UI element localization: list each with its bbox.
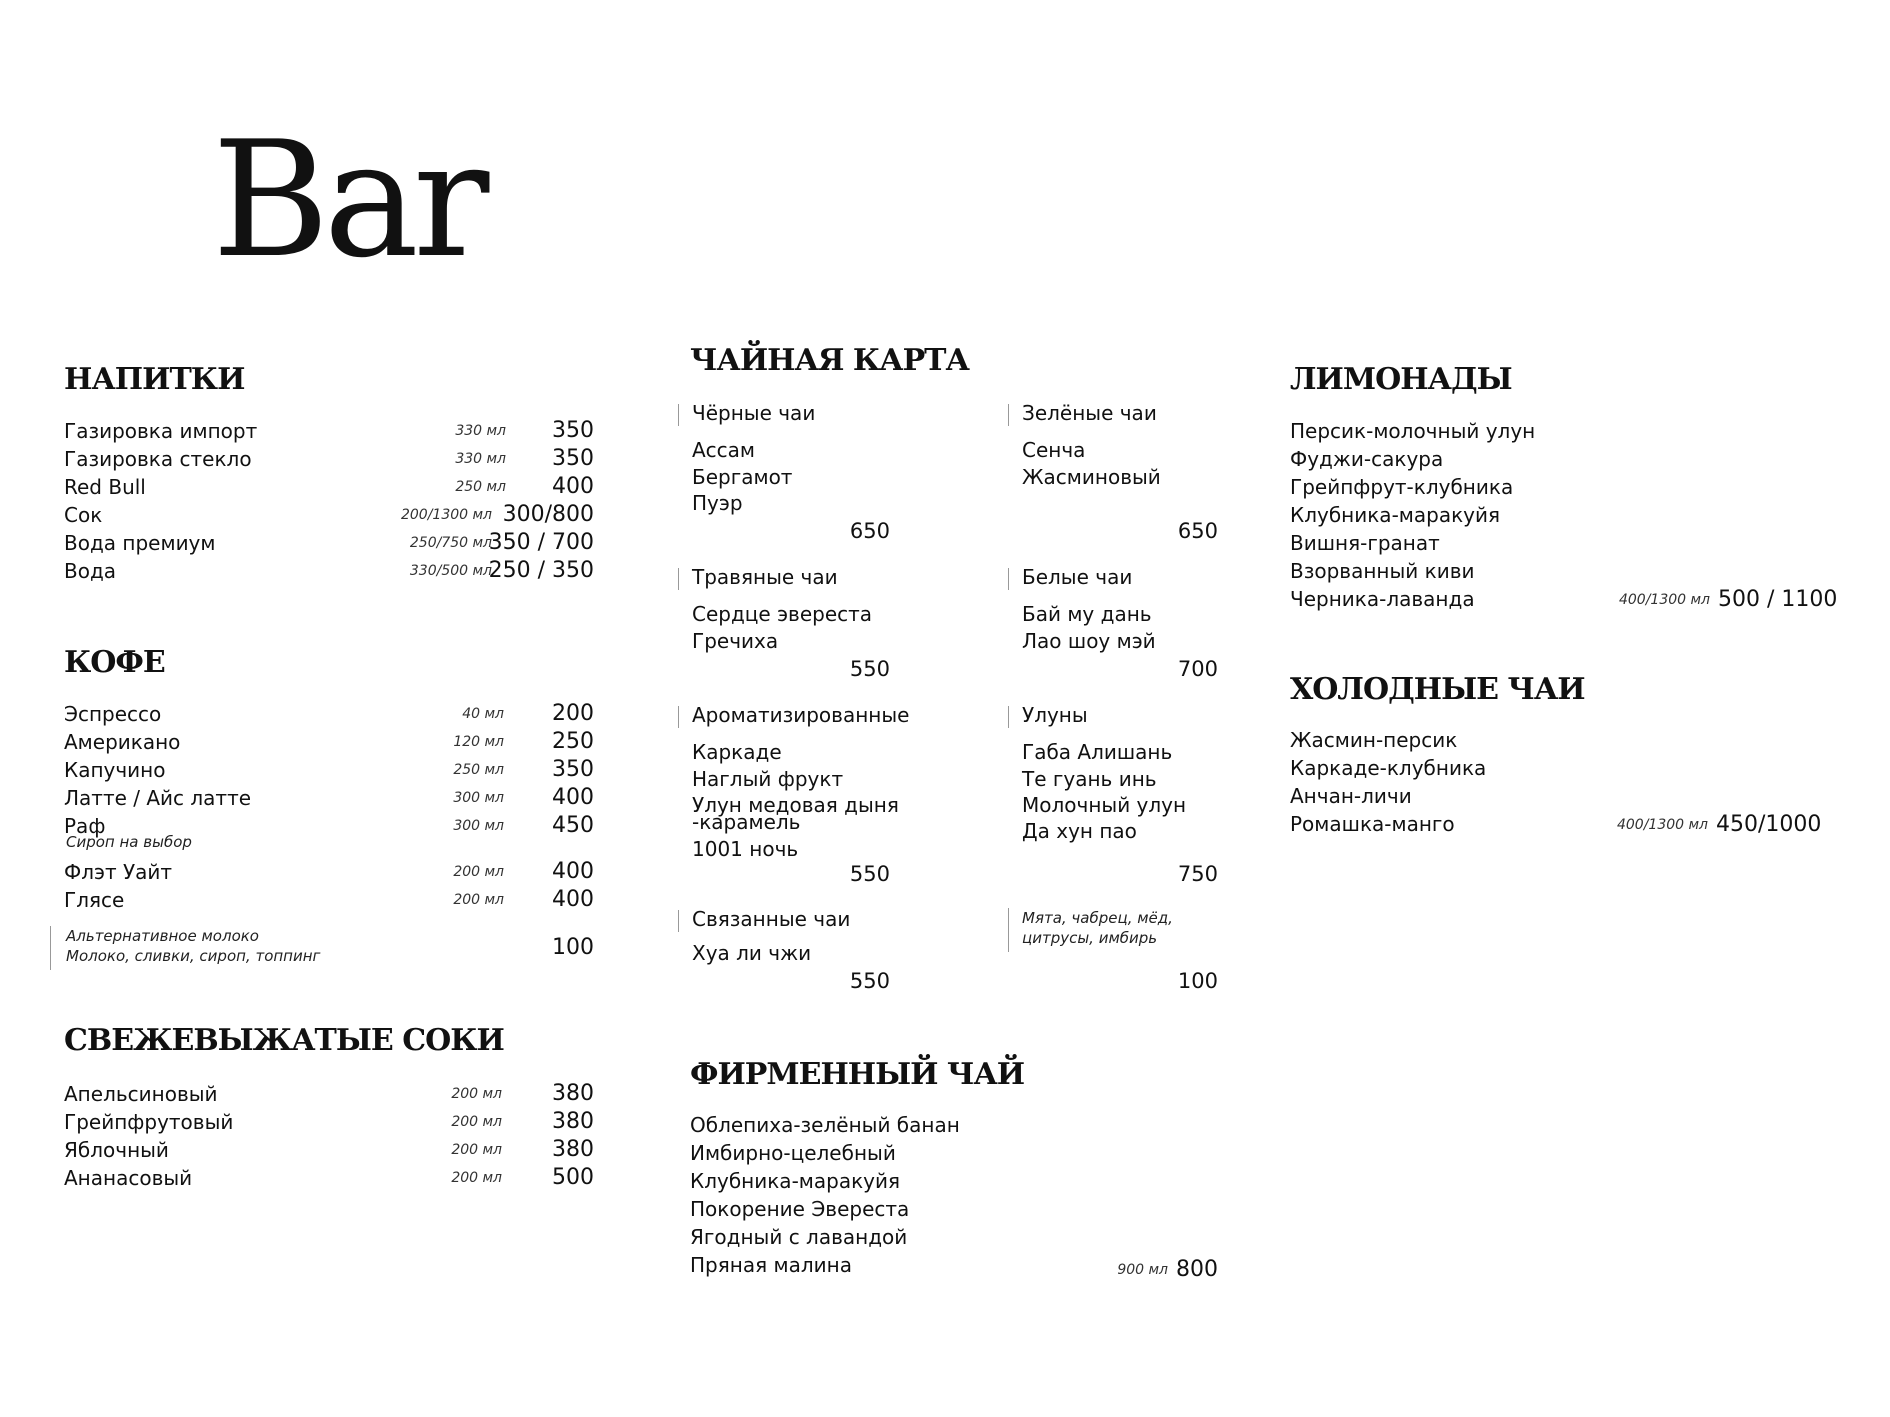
tea-item: Сердце эвереста xyxy=(692,602,873,626)
item-price: 800 xyxy=(1176,1257,1218,1282)
item-volume: 400/1300 мл xyxy=(1618,592,1710,608)
tea-item: Те гуань инь xyxy=(1022,767,1157,791)
tea-item: Жасминовый xyxy=(1022,465,1161,489)
item-name: Ананасовый xyxy=(64,1166,193,1190)
page-title: Bar xyxy=(212,106,484,293)
tea-group-head: Улуны xyxy=(1022,703,1088,727)
item-name: Американо xyxy=(64,730,181,754)
tea-item: Да хун пао xyxy=(1022,819,1137,843)
item-price: 450 xyxy=(552,813,594,838)
item-name: Глясе xyxy=(64,888,125,912)
item-volume: 200 мл xyxy=(453,864,504,880)
juices-title: СВЕЖЕВЫЖАТЫЕ СОКИ xyxy=(64,1023,504,1058)
item-volume: 200 мл xyxy=(451,1142,502,1158)
item-price: 400 xyxy=(552,474,594,499)
item-price: 250 xyxy=(552,729,594,754)
divider xyxy=(1008,404,1009,426)
tea-item: Сенча xyxy=(1022,438,1086,462)
item-price: 250 / 350 xyxy=(488,558,594,583)
tea-item: Лао шоу мэй xyxy=(1022,629,1156,653)
tea-group-price: 650 xyxy=(1177,519,1218,543)
item-price: 350 xyxy=(552,446,594,471)
lemonade-item: Грейпфрут-клубника xyxy=(1290,475,1514,499)
menu-item xyxy=(64,445,594,473)
item-name: Капучино xyxy=(64,758,166,782)
lemonade-item: Персик-молочный улун xyxy=(1290,419,1536,443)
additives-note: цитрусы, имбирь xyxy=(1022,929,1158,947)
divider xyxy=(50,926,51,970)
item-volume: 200 мл xyxy=(451,1114,502,1130)
tea-item: Пуэр xyxy=(692,491,743,515)
item-name: Вода премиум xyxy=(64,531,216,555)
item-price: 380 xyxy=(552,1137,594,1162)
tea-group-price: 750 xyxy=(1177,862,1218,886)
additives-note: Мята, чабрец, мёд, xyxy=(1022,909,1173,927)
item-price: 400 xyxy=(552,859,594,884)
item-price: 350 xyxy=(552,757,594,782)
item-volume: 400/1300 мл xyxy=(1616,817,1708,833)
item-volume: 250 мл xyxy=(455,479,506,495)
lemonade-item: Фуджи-сакура xyxy=(1290,447,1444,471)
menu-item xyxy=(64,1108,594,1136)
menu-item xyxy=(64,529,594,557)
tea-group-head: Зелёные чаи xyxy=(1022,401,1157,425)
menu-item xyxy=(64,728,594,756)
item-price: 200 xyxy=(552,701,594,726)
menu-item xyxy=(64,1164,594,1192)
drinks-title: НАПИТКИ xyxy=(64,362,245,397)
menu-item xyxy=(64,756,594,784)
item-volume: 40 мл xyxy=(462,706,504,722)
tea-item: Пряная малина xyxy=(690,1253,852,1277)
item-volume: 300 мл xyxy=(453,818,504,834)
item-volume: 900 мл xyxy=(1117,1262,1168,1278)
tea-group-price: 700 xyxy=(1177,657,1218,681)
menu-item xyxy=(64,501,594,529)
item-name: Раф xyxy=(64,814,106,838)
coffee-title: КОФЕ xyxy=(64,645,165,680)
menu-item xyxy=(64,1080,594,1108)
menu-item xyxy=(64,858,594,886)
menu-item xyxy=(64,1136,594,1164)
item-price: 380 xyxy=(552,1109,594,1134)
tea-group-head: Ароматизированные xyxy=(692,703,910,727)
item-price: 500 / 1100 xyxy=(1718,587,1838,612)
item-name: Эспрессо xyxy=(64,702,162,726)
divider xyxy=(678,910,679,932)
tea-group-price: 550 xyxy=(849,862,890,886)
tea-group-head: Белые чаи xyxy=(1022,565,1133,589)
tea-item: -карамель xyxy=(692,810,801,834)
menu-item xyxy=(64,784,594,812)
divider xyxy=(1008,568,1009,590)
tea-item: Наглый фрукт xyxy=(692,767,844,791)
item-name: Газировка стекло xyxy=(64,447,252,471)
tea-item: Бай му дань xyxy=(1022,602,1152,626)
item-price: 350 xyxy=(552,418,594,443)
tea-item: Ягодный с лавандой xyxy=(690,1225,908,1249)
item-price: 500 xyxy=(552,1165,594,1190)
item-name: Red Bull xyxy=(64,475,146,499)
divider xyxy=(1008,908,1009,952)
divider xyxy=(1008,706,1009,728)
signature-tea-title: ФИРМЕННЫЙ ЧАЙ xyxy=(690,1057,1025,1092)
menu-item xyxy=(64,557,594,585)
extra-desc: Молоко, сливки, сироп, топпинг xyxy=(66,947,321,965)
cold-tea-title: ХОЛОДНЫЕ ЧАИ xyxy=(1290,672,1585,707)
menu-item xyxy=(64,700,594,728)
lemonade-item: Клубника-маракуйя xyxy=(1290,503,1501,527)
item-volume: 200 мл xyxy=(451,1086,502,1102)
item-name: Грейпфрутовый xyxy=(64,1110,234,1134)
cold-tea-item: Каркаде-клубника xyxy=(1290,756,1487,780)
tea-item: Бергамот xyxy=(692,465,793,489)
tea-group-price: 550 xyxy=(849,657,890,681)
tea-group-head: Связанные чаи xyxy=(692,907,851,931)
lemonade-item: Черника-лаванда xyxy=(1290,587,1475,611)
item-volume: 200 мл xyxy=(451,1170,502,1186)
divider xyxy=(678,706,679,728)
item-price: 350 / 700 xyxy=(488,530,594,555)
item-name: Вода xyxy=(64,559,117,583)
item-name: Латте / Айс латте xyxy=(64,786,252,810)
item-volume: 250 мл xyxy=(453,762,504,778)
item-price: 450/1000 xyxy=(1716,812,1822,837)
item-volume: 200 мл xyxy=(453,892,504,908)
item-price: 400 xyxy=(552,785,594,810)
item-volume: 330 мл xyxy=(455,423,506,439)
divider xyxy=(678,404,679,426)
tea-item: Имбирно-целебный xyxy=(690,1141,896,1165)
cold-tea-item: Ромашка-манго xyxy=(1290,812,1455,836)
tea-item: Хуа ли чжи xyxy=(692,941,812,965)
extra-title: Альтернативное молоко xyxy=(66,927,259,945)
item-volume: 330/500 мл xyxy=(409,563,492,579)
tea-item: Каркаде xyxy=(692,740,782,764)
menu-item xyxy=(64,417,594,445)
cold-tea-item: Анчан-личи xyxy=(1290,784,1412,808)
tea-group-head: Чёрные чаи xyxy=(692,401,816,425)
cold-tea-item: Жасмин-персик xyxy=(1290,728,1458,752)
item-name: Яблочный xyxy=(64,1138,169,1162)
item-name: Сок xyxy=(64,503,103,527)
item-volume: 120 мл xyxy=(453,734,504,750)
item-name: Флэт Уайт xyxy=(64,860,173,884)
item-name: Газировка импорт xyxy=(64,419,258,443)
divider xyxy=(678,568,679,590)
item-price: 380 xyxy=(552,1081,594,1106)
tea-item: 1001 ночь xyxy=(692,837,799,861)
menu-item xyxy=(64,886,594,914)
lemonade-item: Взорванный киви xyxy=(1290,559,1475,583)
tea-item: Гречиха xyxy=(692,629,779,653)
tea-title: ЧАЙНАЯ КАРТА xyxy=(690,343,969,378)
tea-group-price: 650 xyxy=(849,519,890,543)
menu-item xyxy=(64,473,594,501)
tea-item: Покорение Эвереста xyxy=(690,1197,910,1221)
tea-item: Облепиха-зелёный банан xyxy=(690,1113,960,1137)
tea-group-head: Травяные чаи xyxy=(692,565,838,589)
extra-price: 100 xyxy=(552,935,594,960)
item-volume: 330 мл xyxy=(455,451,506,467)
tea-item: Габа Алишань xyxy=(1022,740,1173,764)
item-price: 400 xyxy=(552,887,594,912)
tea-group-price: 100 xyxy=(1177,969,1218,993)
item-volume: 200/1300 мл xyxy=(400,507,492,523)
lemonade-item: Вишня-гранат xyxy=(1290,531,1440,555)
item-price: 300/800 xyxy=(502,502,594,527)
tea-group-price: 550 xyxy=(849,969,890,993)
item-volume: 300 мл xyxy=(453,790,504,806)
tea-item: Ассам xyxy=(692,438,756,462)
syrup-note: Сироп на выбор xyxy=(66,833,192,851)
item-volume: 250/750 мл xyxy=(409,535,492,551)
item-name: Апельсиновый xyxy=(64,1082,218,1106)
lemonades-title: ЛИМОНАДЫ xyxy=(1290,362,1512,397)
tea-item: Молочный улун xyxy=(1022,793,1187,817)
tea-item: Улун медовая дыня xyxy=(692,793,899,817)
tea-item: Клубника-маракуйя xyxy=(690,1169,901,1193)
